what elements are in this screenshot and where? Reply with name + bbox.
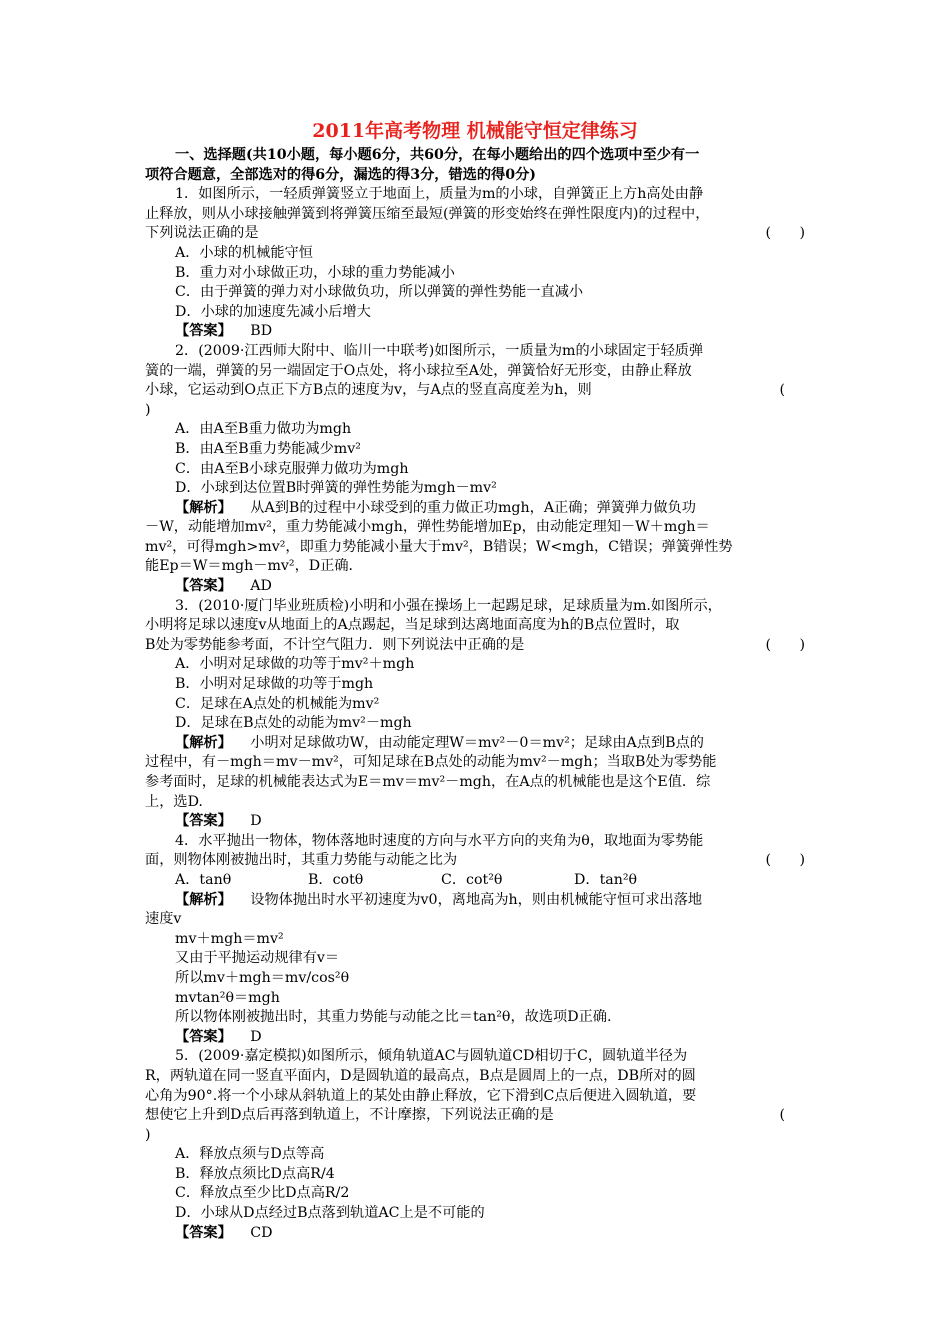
q4-analysis-text1: 设物体抛出时水平初速度为v0，离地高为h，则由机械能守恒可求出落地 (250, 891, 703, 908)
q3-answer-value: D (250, 813, 262, 830)
q3-analysis-line2: 过程中，有－mgh＝mv－mv²，可知足球在B点处的动能为mv²－mgh；当取B处为零势能 (145, 754, 717, 771)
q1-stem-text: 下列说法正确的是 (145, 225, 259, 242)
section-heading-line2: 项符合题意，全部选对的得6分，漏选的得3分，错选的得0分) (145, 166, 537, 183)
q2-analysis-text1: 从A到B的过程中小球受到的重力做正功mgh，A正确；弹簧弹力做负功 (250, 499, 696, 516)
q4-equation-1: mv＋mgh＝mv² (175, 930, 284, 947)
q3-analysis-line4: 上，选D. (145, 793, 203, 810)
q5-stem-line3: 心角为90°.将一个小球从斜轨道上的某处由静止释放，它下滑到C点后便进入圆轨道，要 (145, 1087, 697, 1104)
q1-answer (145, 322, 805, 342)
q4-option-a: A．tanθ (175, 871, 232, 888)
document-title: 2011年高考物理 机械能守恒定律练习 (312, 120, 638, 142)
q3-answer (145, 812, 805, 832)
q5-answer-label: 【答案】 (175, 1224, 232, 1241)
q3-stem-line2: 小明将足球以速度v从地面上的A点踢起，当足球到达离地面高度为h的B点位置时，取 (145, 617, 680, 634)
q2-analysis-line1 (145, 499, 805, 519)
q1-stem-line1: 1．如图所示，一轻质弹簧竖立于地面上，质量为m的小球，自弹簧正上方h高处由静 (175, 186, 704, 203)
q3-analysis-line3: 参考面时，足球的机械能表达式为E＝mv＝mv²－mgh，在A点的机械能也是这个E值．综 (145, 774, 711, 790)
q2-option-a: A．由A至B重力做功为mgh (175, 421, 352, 438)
q1-answer-value: BD (250, 323, 273, 340)
q4-answer (145, 1028, 805, 1048)
q5-stem-line4 (145, 1106, 805, 1126)
q4-option-c: C．cot²θ (441, 871, 503, 888)
q4-analysis-label: 【解析】 (175, 891, 232, 908)
q2-paren-open: ( (779, 382, 785, 399)
q2-answer (145, 577, 805, 597)
q3-answer-label: 【答案】 (175, 813, 232, 830)
q3-analysis-line1 (145, 734, 805, 754)
q1-option-d: D．小球的加速度先减小后增大 (175, 303, 371, 320)
q5-option-c: C．释放点至少比D点高R/2 (175, 1185, 350, 1202)
q4-equation-3: 所以mv＋mgh＝mv/cos²θ (175, 969, 350, 986)
q3-option-d: D．足球在B点处的动能为mv²－mgh (175, 715, 412, 732)
document-page (145, 118, 805, 1243)
q3-stem-line3 (145, 636, 805, 656)
q1-option-c: C．由于弹簧的弹力对小球做负功，所以弹簧的弹性势能一直减小 (175, 284, 584, 301)
q4-stem-line1: 4．水平抛出一物体，物体落地时速度的方向与水平方向的夹角为θ，取地面为零势能 (175, 832, 704, 849)
q3-analysis-label: 【解析】 (175, 734, 232, 751)
q2-analysis-line3: mv²，可得mgh>mv²，即重力势能减小量大于mv²，B错误；W<mgh，C错误；弹簧弹性势 (145, 538, 733, 555)
q4-stem-line2 (145, 851, 805, 871)
q2-analysis-label: 【解析】 (175, 499, 232, 516)
q4-option-b: B．cotθ (308, 871, 364, 888)
q4-equation-4: mvtan²θ＝mgh (175, 989, 280, 1006)
q5-option-a: A．释放点须与D点等高 (175, 1146, 325, 1163)
q1-answer-paren: ( ) (765, 225, 805, 242)
q4-answer-value: D (250, 1028, 262, 1045)
q4-stem-text: 面，则物体刚被抛出时，其重力势能与动能之比为 (145, 852, 458, 869)
q3-option-b: B．小明对足球做的功等于mgh (175, 676, 374, 693)
q4-conclusion: 所以物体刚被抛出时，其重力势能与动能之比＝tan²θ，故选项D正确. (175, 1009, 612, 1026)
q1-answer-label: 【答案】 (175, 323, 232, 340)
q2-stem-line3 (145, 381, 805, 401)
q2-answer-label: 【答案】 (175, 578, 232, 595)
q5-paren-close: ) (145, 1126, 151, 1143)
q2-analysis-line4: 能Ep＝W＝mgh－mv²，D正确． (145, 558, 363, 575)
q4-answer-label: 【答案】 (175, 1028, 232, 1045)
q2-option-d: D．小球到达位置B时弹簧的弹性势能为mgh－mv² (175, 480, 497, 497)
q5-paren-open: ( (779, 1107, 785, 1124)
q2-option-c: C．由A至B小球克服弹力做功为mgh (175, 460, 409, 477)
q3-stem-text: B处为零势能参考面，不计空气阻力．则下列说法中正确的是 (145, 636, 525, 653)
q5-answer (145, 1224, 805, 1244)
q5-option-b: B．释放点须比D点高R/4 (175, 1165, 335, 1182)
q5-option-d: D．小球从D点经过B点落到轨道AC上是不可能的 (175, 1205, 485, 1222)
q2-stem-line1: 2．(2009·江西师大附中、临川一中联考)如图所示，一质量为m的小球固定于轻质弹 (175, 342, 704, 359)
section-heading-line1: 一、选择题(共10小题，每小题6分，共60分，在每小题给出的四个选项中至少有一 (175, 147, 700, 163)
q3-option-c: C．足球在A点处的机械能为mv² (175, 695, 380, 712)
q1-option-a: A．小球的机械能守恒 (175, 244, 313, 261)
q2-answer-value: AD (250, 578, 272, 595)
q2-paren-close: ) (145, 401, 151, 418)
q3-analysis-text1: 小明对足球做功W，由动能定理W＝mv²－0＝mv²；足球由A点到B点的 (250, 734, 704, 751)
q4-answer-paren: ( ) (765, 852, 805, 869)
q4-options-row (145, 871, 805, 891)
q3-stem-line1: 3．(2010·厦门毕业班质检)小明和小强在操场上一起踢足球，足球质量为m.如图所示， (175, 597, 722, 614)
q4-analysis-line1 (145, 891, 805, 911)
q1-stem-line3 (145, 224, 805, 244)
q2-stem-text: 小球，它运动到O点正下方B点的速度为v，与A点的竖直高度差为h，则 (145, 382, 592, 399)
q5-stem-line1: 5．(2009·嘉定模拟)如图所示，倾角轨道AC与圆轨道CD相切于C，圆轨道半径为 (175, 1048, 688, 1065)
q2-stem-line2: 簧的一端，弹簧的另一端固定于O点处，将小球拉至A处，弹簧恰好无形变，由静止释放 (145, 362, 692, 379)
q4-analysis-line2: 速度v (145, 911, 182, 928)
q1-option-b: B．重力对小球做正功，小球的重力势能减小 (175, 264, 455, 281)
q5-answer-value: CD (250, 1224, 273, 1241)
q5-stem-line2: R，两轨道在同一竖直平面内，D是圆轨道的最高点，B点是圆周上的一点，DB所对的圆 (145, 1067, 696, 1084)
q3-answer-paren: ( ) (765, 636, 805, 653)
q5-stem-text: 想使它上升到D点后再落到轨道上，不计摩擦，下列说法正确的是 (145, 1107, 554, 1124)
q3-option-a: A．小明对足球做的功等于mv²＋mgh (175, 656, 415, 673)
q2-option-b: B．由A至B重力势能减少mv² (175, 440, 361, 457)
q1-stem-line2: 止释放，则从小球接触弹簧到将弹簧压缩至最短(弹簧的形变始终在弹性限度内)的过程中， (145, 205, 710, 222)
q2-analysis-line2: －W，动能增加mv²，重力势能减小mgh，弹性势能增加Ep，由动能定理知－W＋mgh＝ (145, 519, 710, 536)
q4-equation-2: 又由于平抛运动规律有v＝ (175, 950, 340, 967)
q4-option-d: D．tan²θ (574, 871, 638, 888)
